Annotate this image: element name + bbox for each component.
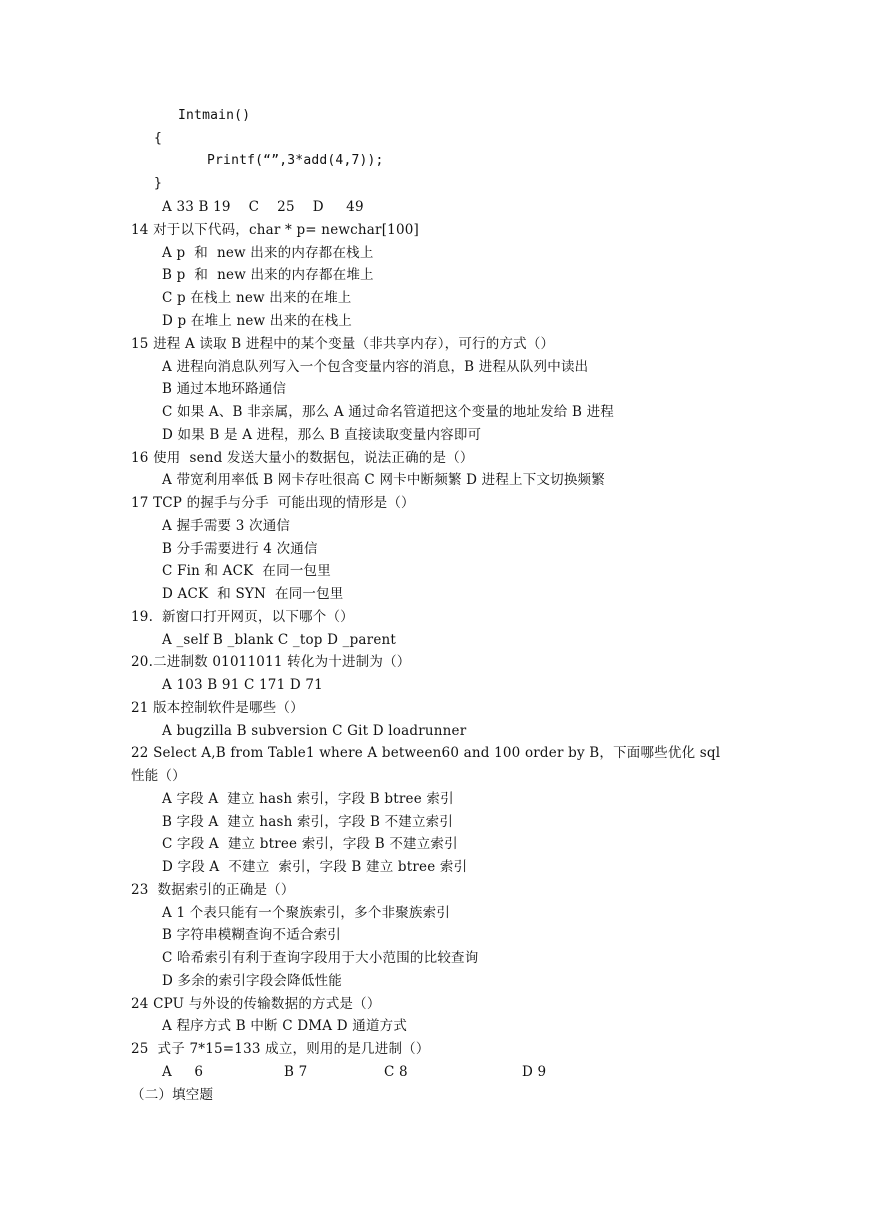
q14-stem: 14 对于以下代码，char * p= newchar[100]	[131, 222, 420, 238]
q22-option-a: A 字段 A 建立 hash 索引，字段 B btree 索引	[162, 791, 454, 807]
code-line-main: Intmain()	[178, 108, 251, 123]
q19-options: A _self B _blank C _top D _parent	[162, 632, 397, 648]
q25-option-b: B 7	[284, 1064, 308, 1080]
q25-option-d: D 9	[522, 1064, 547, 1080]
q25-stem: 25 式子 7*15=133 成立，则用的是几进制（）	[131, 1041, 430, 1057]
q14-option-c: C p 在栈上 new 出来的在堆上	[162, 290, 352, 306]
q13-options: A 33 B 19 C 25 D 49	[162, 199, 364, 215]
q23-option-d: D 多余的索引字段会降低性能	[162, 973, 342, 989]
q24-stem: 24 CPU 与外设的传输数据的方式是（）	[131, 996, 381, 1012]
q20-stem: 20.二进制数 01011011 转化为十进制为（）	[131, 654, 411, 670]
q22-option-c: C 字段 A 建立 btree 索引，字段 B 不建立索引	[162, 836, 458, 852]
q14-option-d: D p 在堆上 new 出来的在栈上	[162, 313, 352, 329]
q22-option-b: B 字段 A 建立 hash 索引，字段 B 不建立索引	[162, 814, 454, 830]
q25-option-a: A 6	[162, 1064, 204, 1080]
q22-option-d: D 字段 A 不建立 索引，字段 B 建立 btree 索引	[162, 859, 468, 875]
q20-options: A 103 B 91 C 171 D 71	[162, 677, 323, 693]
section-heading-fill-in: （二）填空题	[131, 1087, 214, 1103]
q15-option-d: D 如果 B 是 A 进程，那么 B 直接读取变量内容即可	[162, 427, 482, 443]
q16-options: A 带宽利用率低 B 网卡存吐很高 C 网卡中断频繁 D 进程上下文切换频繁	[162, 472, 605, 488]
q19-stem: 19. 新窗口打开网页，以下哪个（）	[131, 609, 354, 625]
q17-option-d: D ACK 和 SYN 在同一包里	[162, 586, 344, 602]
q15-option-b: B 通过本地环路通信	[162, 381, 287, 397]
q17-option-b: B 分手需要进行 4 次通信	[162, 541, 318, 557]
code-line-open-brace: {	[154, 131, 163, 146]
q23-option-b: B 字符串模糊查询不适合索引	[162, 927, 342, 943]
q21-options: A bugzilla B subversion C Git D loadrunner	[162, 723, 467, 739]
q23-option-a: A 1 个表只能有一个聚族索引，多个非聚族索引	[162, 905, 451, 921]
q14-option-a: A p 和 new 出来的内存都在栈上	[162, 245, 374, 261]
q23-option-c: C 哈希索引有利于查询字段用于大小范围的比较查询	[162, 950, 479, 966]
q25-option-c: C 8	[384, 1064, 408, 1080]
code-line-printf: Printf(“”,3*add(4,7));	[207, 153, 384, 168]
q24-options: A 程序方式 B 中断 C DMA D 通道方式	[162, 1018, 408, 1034]
q17-option-c: C Fin 和 ACK 在同一包里	[162, 563, 331, 579]
q15-option-a: A 进程向消息队列写入一个包含变量内容的消息，B 进程从队列中读出	[162, 359, 589, 375]
q17-option-a: A 握手需要 3 次通信	[162, 518, 291, 534]
q22-stem-line1: 22 Select A,B from Table1 where A between60 and 100 order by B，下面哪些优化 sql	[131, 745, 721, 761]
q15-stem: 15 进程 A 读取 B 进程中的某个变量（非共享内存），可行的方式（）	[131, 336, 555, 352]
code-line-close-brace: }	[154, 176, 163, 191]
q16-stem: 16 使用 send 发送大量小的数据包，说法正确的是（）	[131, 450, 474, 466]
q22-stem-line2: 性能（）	[131, 768, 186, 784]
q23-stem: 23 数据索引的正确是（）	[131, 882, 295, 898]
q15-option-c: C 如果 A、B 非亲属，那么 A 通过命名管道把这个变量的地址发给 B 进程	[162, 404, 615, 420]
q17-stem: 17 TCP 的握手与分手 可能出现的情形是（）	[131, 495, 415, 511]
q14-option-b: B p 和 new 出来的内存都在堆上	[162, 267, 374, 283]
q21-stem: 21 版本控制软件是哪些（）	[131, 700, 304, 716]
